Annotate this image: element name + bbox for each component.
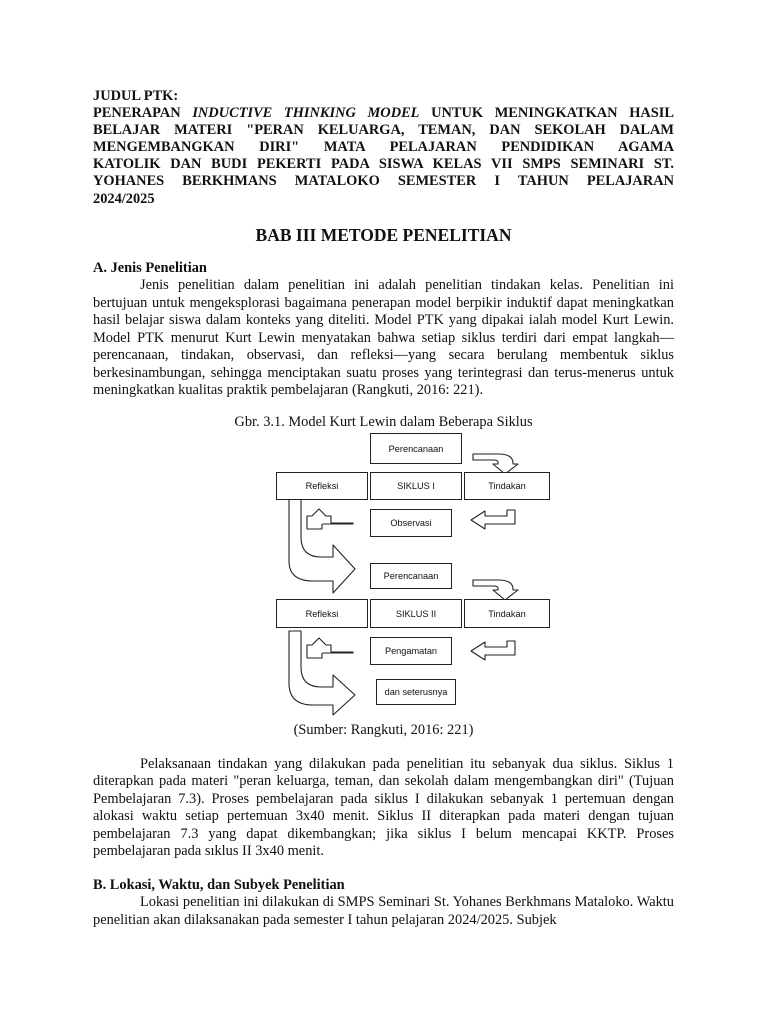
title-label: JUDUL PTK: [93,88,179,104]
section-a-heading: A. Jenis Penelitian [93,259,207,276]
title-line-5: YOHANES BERKHMANS MATALOKO SEMESTER I TAHUN PELAJARAN [93,173,674,190]
figure-source: (Sumber: Rangkuti, 2016: 221) [293,722,474,739]
paragraph-2: Pelaksanaan tindakan yang dilakukan pada penelitian itu sebanyak dua siklus. Siklus 1 diterapkan pada materi "peran keluarga, teman, dan sekolah dalam mengembangkan diri" (Tujuan Pembelajaran 7.3). Proses pembelajaran pada siklus I dilakukan sebanyak 1 pertemuan dengan alokasi waktu setiap pertemuan 3x40 menit. Siklus II diterapkan pada materi dengan tujuan pembelajaran 7.3 yang dapat dikembangkan; jika siklus I belum mencapai KKTP. Proses pembelajaran pada sıklus II 3x40 menit. [93,755,674,860]
cycle2-reflect-label: Refleksi [305,608,339,619]
cycle2-observe-box [370,637,452,665]
cycle2-plan-label: Perencanaan [383,571,439,582]
arrow-cycle1-to-cycle2 [289,499,355,593]
cycle1-reflect-box [276,472,368,500]
cycle1-plan-box [370,433,462,464]
section-a-paragraph: Jenis penelitian dalam penelitian ini adalah penelitian tindakan kelas. Penelitian ini bertujuan untuk mengeksplorasi bagaimana penerapan model berpikir induktif dapat meningkatkan hasil belajar siswa dalam konteks yang diteliti. Model PTK yang dipakai ialah model Kurt Lewin. Model PTK menurut Kurt Lewin menyatakan bahwa setiap siklus terdiri dari empat langkah—perencanaan, tindakan, observasi, dan refleksi—yang secara berulang membentuk siklus berkesinambungan, sehingga menciptakan suatu proses yang terintegrasi dan terus-menerus untuk meningkatkan kualitas praktik pembelajaran (Rangkuti, 2016: 221). [93,277,674,399]
section-b-paragraph: Lokasi penelitian ini dilakukan di SMPS Seminari St. Yohanes Berkhmans Mataloko. Waktu penelitian akan dilaksanakan pada semester I tahun pelajaran 2024/2025. Subjek [93,894,674,928]
cycle1-center-box [370,472,462,500]
cycle2-action-box [464,599,550,628]
cycle2-reflect-box [276,599,368,628]
kurt-lewin-cycle-diagram [93,433,674,718]
next-cycle-label: dan seterusnya [384,687,448,698]
chapter-heading: BAB III METODE PENELITIAN [255,224,512,245]
title-line-1 [93,105,674,122]
arrow-observe-to-reflect-1 [307,509,353,529]
cycle1-observe-label: Observasi [390,518,432,529]
next-cycle-box [376,679,456,705]
title-line-2: BELAJAR MATERI "PERAN KELUARGA, TEMAN, DAN SEKOLAH DALAM [93,122,674,139]
cycle1-observe-box [370,509,452,537]
cycle2-observe-label: Pengamatan [384,646,438,657]
title-line-4: KATOLIK DAN BUDI PEKERTI PADA SISWA KELAS VII SMPS SEMINARI ST. [93,156,674,173]
arrow-plan-to-action-2 [473,580,518,600]
cycle1-action-box [464,472,550,500]
cycle2-center-label: SIKLUS II [395,608,437,619]
cycle2-plan-box [370,563,452,589]
figure-caption: Gbr. 3.1. Model Kurt Lewin dalam Beberapa Siklus [234,413,533,430]
cycle1-action-label: Tindakan [488,481,526,492]
cycle1-center-label: SIKLUS I [397,481,435,492]
arrow-action-to-observe-1 [471,510,515,529]
title-line-1-start: PENERAPAN [93,105,193,122]
arrow-cycle2-to-next [289,631,355,715]
section-b-heading: B. Lokasi, Waktu, dan Subyek Penelitian [93,876,345,893]
arrow-action-to-observe-2 [471,641,515,660]
title-line-6: 2024/2025 [93,190,155,207]
cycle2-center-box [370,599,462,628]
arrow-observe-to-reflect-2 [307,638,353,658]
cycle2-action-label: Tindakan [488,608,526,619]
cycle1-reflect-label: Refleksi [305,481,339,492]
cycle1-plan-label: Perencanaan [388,443,444,454]
title-line-1-italic: INDUCTIVE THINKING MODEL [192,105,420,122]
title-line-1-end: UNTUK MENINGKATKAN HASIL [419,105,674,122]
title-block [93,88,674,208]
document-page [93,88,674,929]
arrow-plan-to-action-1 [473,454,518,474]
title-line-3: MENGEMBANGKAN DIRI" MATA PELAJARAN PENDIDIKAN AGAMA [93,139,674,156]
